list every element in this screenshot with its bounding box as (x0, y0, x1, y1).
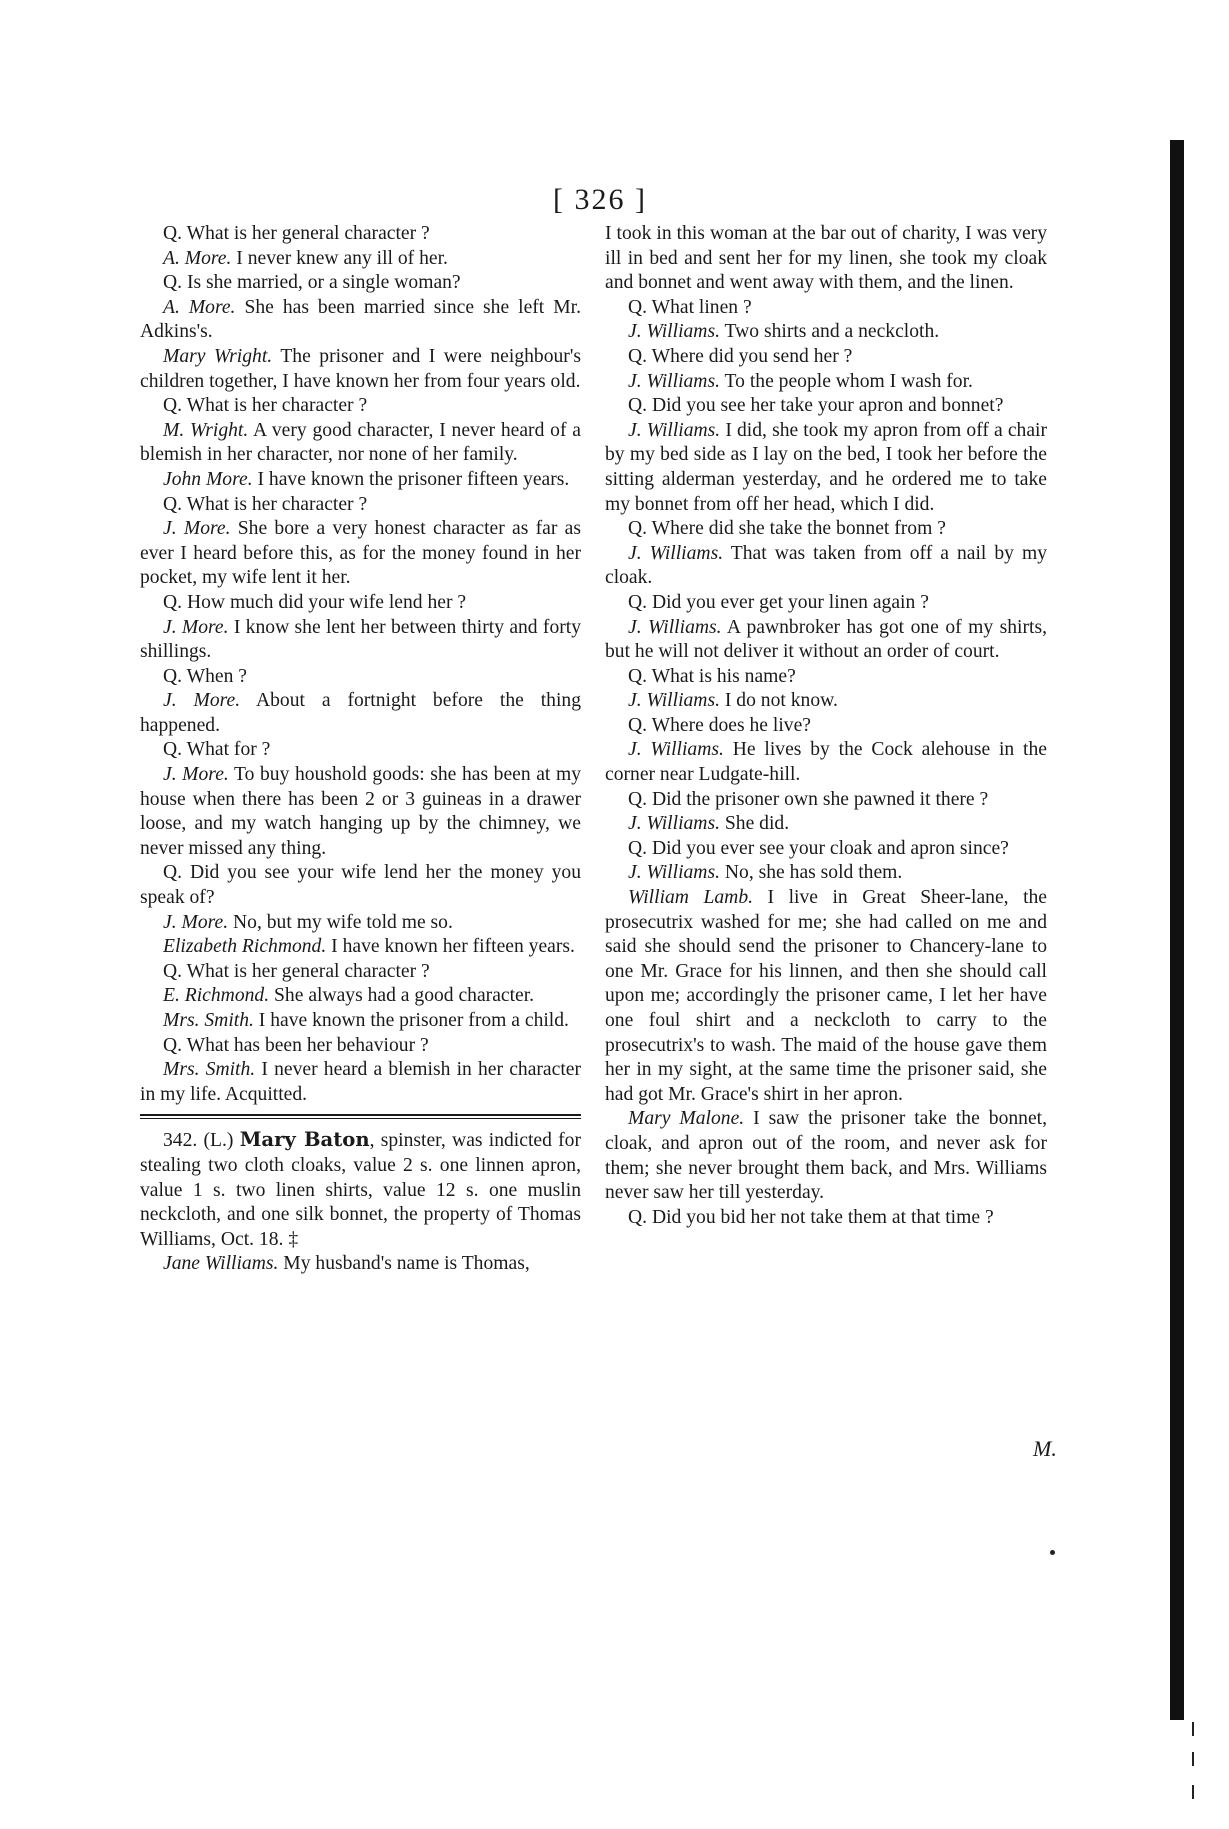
testimony-text: I never heard a blemish in her character in my life. Acquitted. (140, 1059, 581, 1105)
testimony-text: No, she has sold them. (719, 862, 903, 884)
testimony-paragraph (140, 616, 581, 665)
left-column-after (140, 1252, 581, 1277)
testimony-paragraph (140, 689, 581, 738)
speaker-name: J. More. (163, 616, 229, 638)
testimony-paragraph (605, 689, 1047, 714)
testimony-text: Q. What has been her behaviour ? (163, 1034, 429, 1056)
testimony-paragraph (605, 788, 1047, 813)
speaker-name: E. Richmond. (163, 985, 270, 1007)
scan-edge-tick (1192, 1785, 1194, 1799)
speaker-name: Mrs. Smith. (163, 1059, 256, 1081)
testimony-paragraph (140, 935, 581, 960)
testimony-text: Two shirts and a neckcloth. (719, 321, 940, 343)
testimony-paragraph (605, 837, 1047, 862)
testimony-paragraph (140, 984, 581, 1009)
testimony-paragraph (140, 763, 581, 861)
testimony-text: I took in this woman at the bar out of charity, I was very ill in bed and sent her for my linen, she took my cloak and bonnet and went away with them, and the linen. (605, 223, 1047, 294)
testimony-text: He lives by the Cock alehouse in the corner near Ludgate-hill. (605, 739, 1047, 786)
testimony-paragraph (140, 665, 581, 690)
testimony-paragraph (140, 517, 581, 591)
testimony-paragraph (140, 247, 581, 272)
speaker-name: William Lamb. (628, 887, 754, 909)
right-column-entries (605, 222, 1047, 1230)
testimony-text: She always had a good character. (269, 985, 535, 1007)
testimony-paragraph (140, 591, 581, 616)
testimony-text: Q. What is his name? (628, 665, 796, 687)
testimony-paragraph (140, 345, 581, 394)
scan-edge-bar (1170, 140, 1184, 1720)
testimony-paragraph (605, 591, 1047, 616)
testimony-paragraph (605, 517, 1047, 542)
case-divider (140, 1114, 581, 1120)
testimony-text: About a fortnight before the thing happened. (140, 690, 582, 736)
testimony-text: To the people whom I wash for. (719, 370, 973, 392)
testimony-paragraph (140, 911, 581, 936)
testimony-paragraph (140, 960, 581, 985)
testimony-text: Q. Did you see your wife lend her the money you speak of? (140, 862, 581, 909)
testimony-paragraph (140, 738, 581, 763)
testimony-paragraph (605, 370, 1047, 395)
speaker-name: A. More. (163, 247, 232, 269)
testimony-text: Q. Where does he live? (628, 714, 811, 736)
testimony-paragraph (605, 738, 1047, 787)
testimony-paragraph (605, 394, 1047, 419)
scan-speck (1050, 1550, 1055, 1555)
testimony-paragraph (140, 493, 581, 518)
testimony-text: I have known the prisoner fifteen years. (252, 468, 570, 490)
divider-thick-rule (140, 1114, 581, 1116)
testimony-paragraph (605, 296, 1047, 321)
speaker-name: J. Williams. (628, 542, 724, 564)
testimony-text: She has been married since she left Mr. Adkins's. (140, 296, 581, 343)
defendant-name: Mary Baton (239, 1128, 370, 1152)
testimony-text: I did, she took my apron from off a chair by my bed side as I lay on the bed, I took her before the sitting alderman yesterday, and he ordered me to take my bonnet from off her head, which I did. (605, 419, 1048, 515)
testimony-text: To buy houshold goods: she has been at my house when there has been 2 or 3 guineas in a drawer loose, and my watch hanging up by the chimney, we never missed any thing. (140, 764, 581, 859)
testimony-text: I have known her fifteen years. (326, 936, 575, 958)
testimony-paragraph (605, 861, 1047, 886)
testimony-text: Q. Did you see her take your apron and bonnet? (628, 395, 1004, 417)
testimony-text: Q. Did the prisoner own she pawned it there ? (628, 788, 989, 810)
speaker-name: Elizabeth Richmond. (163, 936, 327, 958)
testimony-text: I know she lent her between thirty and forty shillings. (140, 616, 582, 663)
page-number: [ 326 ] (553, 183, 647, 216)
testimony-text: That was taken from off a nail by my cloak. (605, 542, 1047, 589)
testimony-paragraph (140, 1009, 581, 1034)
speaker-name: John More. (163, 468, 253, 490)
testimony-paragraph (140, 1058, 581, 1107)
testimony-paragraph (605, 616, 1047, 665)
speaker-name: J. Williams. (628, 690, 720, 712)
testimony-text: Q. Did you bid her not take them at that time ? (628, 1206, 994, 1228)
testimony-paragraph (605, 1107, 1047, 1205)
speaker-name: J. More. (163, 911, 229, 933)
catchword: M. (1033, 1436, 1057, 1461)
left-column (140, 222, 581, 1277)
testimony-paragraph (140, 296, 581, 345)
testimony-text: Q. What linen ? (628, 296, 752, 318)
speaker-name: Mary Wright. (163, 345, 273, 367)
testimony-text: She did. (719, 813, 790, 835)
testimony-paragraph (140, 222, 581, 247)
speaker-name: J. Williams. (628, 739, 724, 761)
speaker-name: J. More. (163, 518, 231, 540)
scan-edge-tick (1192, 1752, 1194, 1766)
testimony-text: Q. Did you ever get your linen again ? (628, 591, 929, 613)
testimony-paragraph (140, 468, 581, 493)
testimony-text: Q. When ? (163, 665, 247, 687)
speaker-name: M. Wright. (163, 419, 249, 441)
testimony-paragraph (140, 419, 581, 468)
testimony-paragraph (140, 1252, 581, 1277)
testimony-text: I have known the prisoner from a child. (253, 1010, 569, 1031)
testimony-paragraph (605, 419, 1047, 517)
testimony-text: Q. What is her character ? (163, 395, 368, 417)
testimony-text: A very good character, I never heard of a blemish in her character, nor none of her family. (140, 419, 581, 466)
testimony-text: Q. What is her general character ? (163, 960, 430, 982)
speaker-name: J. Williams. (628, 616, 722, 638)
testimony-paragraph (605, 542, 1047, 591)
speaker-name: A. More. (163, 296, 236, 318)
testimony-paragraph (605, 886, 1047, 1107)
testimony-text: My husband's name is Thomas, (278, 1253, 530, 1275)
right-column (605, 222, 1047, 1230)
speaker-name: Mrs. Smith. (163, 1010, 254, 1031)
testimony-text: No, but my wife told me so. (228, 911, 453, 933)
speaker-name: Mary Malone. (628, 1108, 745, 1130)
testimony-paragraph (605, 222, 1047, 296)
speaker-name: Jane Williams. (163, 1253, 279, 1275)
testimony-paragraph (140, 861, 581, 910)
testimony-paragraph (605, 665, 1047, 690)
testimony-paragraph (605, 345, 1047, 370)
speaker-name: J. More. (163, 690, 241, 712)
testimony-paragraph (140, 394, 581, 419)
testimony-paragraph (605, 714, 1047, 739)
testimony-text: The prisoner and I were neighbour's children together, I have known her from four years old. (140, 345, 581, 392)
testimony-paragraph (140, 271, 581, 296)
speaker-name: J. Williams. (628, 370, 720, 392)
testimony-text: A pawnbroker has got one of my shirts, but he will not deliver it without an order of court. (605, 616, 1047, 663)
speaker-name: J. Williams. (628, 862, 720, 884)
case-number: 342. (L.) (163, 1130, 240, 1152)
testimony-text: I never knew any ill of her. (231, 247, 448, 269)
testimony-paragraph (605, 812, 1047, 837)
testimony-paragraph (605, 1206, 1047, 1231)
testimony-text: Q. What is her character ? (163, 493, 368, 515)
speaker-name: J. Williams. (628, 813, 720, 835)
testimony-text: Q. Did you ever see your cloak and apron since? (628, 837, 1009, 859)
testimony-paragraph (140, 1034, 581, 1059)
testimony-text: I do not know. (719, 690, 838, 712)
testimony-paragraph (605, 320, 1047, 345)
testimony-text: I live in Great Sheer-lane, the prosecutrix washed for me; she had called on me and said she should send the prisoner to Chancery-lane to one Mr. Grace for his linnen, and then she should call upon me; accordingly the prisoner came, I let her have one foul shirt and a neckcloth to carry to the prosecutrix's to wash. The maid of the house gave them her in my sight, at the same time the prisoner said, she had got Mr. Grace's shirt in her apron. (605, 887, 1048, 1105)
testimony-text: I saw the prisoner take the bonnet, cloak, and apron out of the room, and never ask for them; she never brought them back, and Mrs. Williams never saw her till yesterday. (605, 1108, 1048, 1204)
case-entry (140, 1128, 581, 1252)
speaker-name: J. Williams. (628, 419, 721, 441)
divider-thin-rule (140, 1118, 581, 1119)
scan-edge-tick (1192, 1722, 1194, 1736)
testimony-text: Q. What for ? (163, 739, 271, 761)
speaker-name: J. More. (163, 764, 229, 786)
speaker-name: J. Williams. (628, 321, 720, 343)
testimony-text: She bore a very honest character as far as ever I heard before this, as for the money found in her pocket, my wife lent it her. (140, 518, 581, 589)
testimony-text: Q. Where did you send her ? (628, 345, 853, 367)
testimony-text: Q. What is her general character ? (163, 223, 430, 244)
left-column-entries (140, 222, 581, 1107)
case-charge: , spinster, was indicted for stealing two cloth cloaks, value 2 s. one linnen apron, value 1 s. two linen shirts, value 12 s. one muslin neckcloth, and one silk bonnet, the property of Thomas Williams, Oct. 18. ‡ (140, 1130, 581, 1250)
testimony-text: Q. How much did your wife lend her ? (163, 591, 467, 613)
testimony-text: Q. Where did she take the bonnet from ? (628, 518, 946, 540)
testimony-text: Q. Is she married, or a single woman? (163, 272, 461, 294)
